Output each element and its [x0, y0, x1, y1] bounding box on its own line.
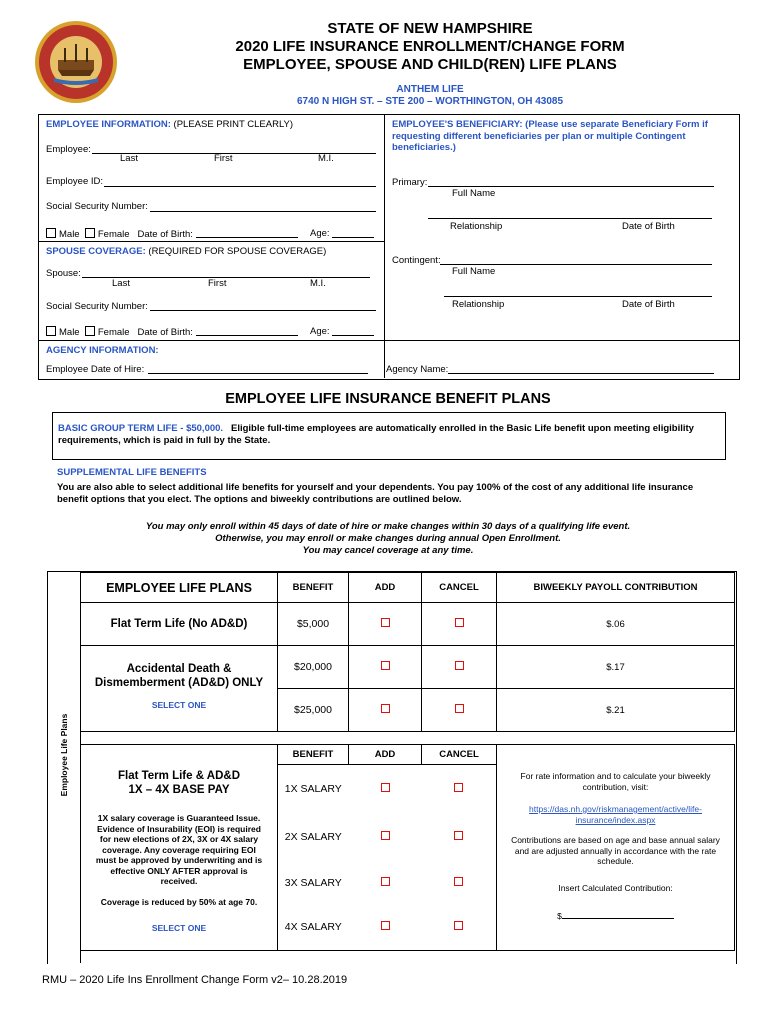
salary-reduction: Coverage is reduced by 50% at age 70. [100, 896, 258, 907]
flat-term-contribution: $.06 [497, 603, 735, 646]
contingent-name-field[interactable] [440, 264, 712, 265]
spouse-ssn-label: Social Security Number: [46, 301, 148, 312]
salary-4-cancel-cell [422, 905, 497, 951]
contingent-relationship: Relationship [452, 299, 505, 310]
flat-term-add-checkbox[interactable] [381, 618, 390, 627]
add-2-cancel-checkbox[interactable] [455, 704, 464, 713]
add-plan-cell: Accidental Death & Dismemberment (AD&D) ONLY SELECT ONE [81, 646, 278, 732]
salary-3-add-checkbox[interactable] [381, 877, 390, 886]
salary-3-add-cell [349, 861, 422, 905]
agency-section: AGENCY INFORMATION: [46, 345, 159, 356]
add-2-add-cell [349, 689, 422, 732]
contingent-full-name: Full Name [452, 266, 496, 277]
salary-2-add-cell [349, 813, 422, 861]
primary-label: Primary: [392, 177, 428, 188]
first-label: First [214, 153, 233, 164]
spouse-label: Spouse: [46, 268, 81, 279]
salary-table [80, 744, 735, 951]
agency-name-label: Agency Name: [386, 364, 449, 375]
salary-plan-cell: Flat Term Life & AD&D 1X – 4X BASE PAY 1X salary coverage is Guaranteed Issue. Evidence of Insurability (EOI) is required for new elections of 2X, 3X or 4X salary coverage. Any coverage requiring EOI must be approved by underwriting and is effective ONLY AFTER approval is received. Coverage is reduced by 50% at age 70. SELECT ONE [81, 745, 278, 951]
col-cancel: CANCEL [422, 573, 497, 603]
rate-info-cell: For rate information and to calculate your biweekly contribution, visit: https://das.nh.gov/riskmanagement/active/life-insurance/index.aspx Contributions are based on age and base annual salary and are adjusted annually in accordance with the rate schedule. Insert Calculated Contribution: $ [497, 745, 735, 951]
rate-link[interactable]: https://das.nh.gov/riskmanagement/active/life-insurance/index.aspx [529, 804, 702, 825]
add-select-one: SELECT ONE [151, 700, 207, 710]
add-benefit-2: $25,000 [278, 689, 349, 732]
add-1-add-checkbox[interactable] [381, 661, 390, 670]
salary-1-cancel-cell [422, 765, 497, 813]
salary-select-one: SELECT ONE [151, 922, 207, 933]
state-seal [34, 20, 118, 104]
contingent-relationship-field[interactable] [444, 296, 712, 297]
employee-section: EMPLOYEE INFORMATION: (PLEASE PRINT CLEARLY) [46, 119, 294, 130]
add-contribution-2: $.21 [497, 689, 735, 732]
benefits-title: EMPLOYEE LIFE INSURANCE BENEFIT PLANS [225, 391, 551, 407]
title-line-2: 2020 LIFE INSURANCE ENROLLMENT/CHANGE FORM [235, 38, 625, 55]
primary-relationship: Relationship [450, 221, 503, 232]
salary-row-3: 3X SALARY [278, 861, 349, 905]
spouse-female-checkbox[interactable] [85, 326, 95, 336]
side-label: Employee Life Plans [59, 713, 69, 797]
salary-2-add-checkbox[interactable] [381, 831, 390, 840]
salary-4-cancel-checkbox[interactable] [454, 921, 463, 930]
spouse-age-label: Age: [310, 326, 330, 337]
spouse-last-label: Last [112, 278, 130, 289]
salary-3-cancel-checkbox[interactable] [454, 877, 463, 886]
spouse-dob-field[interactable] [196, 335, 298, 336]
agency-name-field[interactable] [448, 373, 714, 374]
supplemental-text: You are also able to select additional life benefits for yourself and your dependents. You pay 100% of the cost of any additional life insurance benefit options that you elect. The options and biweekly contributions are outlined below. [57, 482, 694, 505]
dob-field[interactable] [196, 237, 298, 238]
employee-label: Employee: [46, 144, 91, 155]
beneficiary-section: EMPLOYEE'S BENEFICIARY: (Please use separate Beneficiary Form if requesting different beneficiaries per plan or multiple Contingent beneficiaries.) [392, 119, 708, 153]
enrollment-notice: You may only enroll within 45 days of date of hire or make changes within 30 days of a qualifying life event. Otherwise, you may enroll or make changes during annual Open Enrollment. You may cancel coverage at any time. [145, 521, 631, 556]
last-label: Last [120, 153, 138, 164]
flat-term-plan: Flat Term Life (No AD&D) [81, 603, 278, 646]
primary-relationship-field[interactable] [428, 218, 712, 219]
agency-divider [38, 340, 739, 341]
col-benefit-2: BENEFIT [278, 745, 349, 765]
salary-note: 1X salary coverage is Guaranteed Issue. Evidence of Insurability (EOI) is required for new elections of 2X, 3X or 4X salary coverage. Any coverage requiring EOI must be approved by underwriting and is effective ONLY AFTER approval is received. [95, 813, 263, 886]
ssn-label: Social Security Number: [46, 201, 148, 212]
primary-dob: Date of Birth [622, 221, 675, 232]
salary-1-cancel-checkbox[interactable] [454, 783, 463, 792]
info-divider [384, 114, 385, 378]
col-contribution: BIWEEKLY PAYOLL CONTRIBUTION [497, 573, 735, 603]
col-add: ADD [349, 573, 422, 603]
flat-term-benefit: $5,000 [278, 603, 349, 646]
add-1-add-cell [349, 646, 422, 689]
col-cancel-2: CANCEL [422, 745, 497, 765]
col-add-2: ADD [349, 745, 422, 765]
add-1-cancel-checkbox[interactable] [455, 661, 464, 670]
hire-date-label: Employee Date of Hire: [46, 364, 145, 375]
employee-id-label: Employee ID: [46, 176, 104, 187]
add-contribution-1: $.17 [497, 646, 735, 689]
employee-id-field[interactable] [104, 186, 376, 187]
col-benefit: BENEFIT [278, 573, 349, 603]
footer-text: RMU – 2020 Life Ins Enrollment Change Form v2– 10.28.2019 [42, 974, 348, 986]
add-1-cancel-cell [422, 646, 497, 689]
spouse-age-field[interactable] [332, 335, 374, 336]
salary-2-cancel-checkbox[interactable] [454, 831, 463, 840]
col-plans: EMPLOYEE LIFE PLANS [81, 573, 278, 603]
spouse-mi-label: M.I. [310, 278, 326, 289]
insurer-name: ANTHEM LIFE [396, 84, 464, 95]
spouse-gender-row: Male Female Date of Birth: [46, 326, 193, 338]
contingent-label: Contingent: [392, 255, 441, 266]
spouse-section: SPOUSE COVERAGE: (REQUIRED FOR SPOUSE COVERAGE) [46, 246, 327, 257]
age-field[interactable] [332, 237, 374, 238]
male-checkbox[interactable] [46, 228, 56, 238]
salary-1-add-checkbox[interactable] [381, 783, 390, 792]
spouse-first-label: First [208, 278, 227, 289]
add-2-add-checkbox[interactable] [381, 704, 390, 713]
age-label: Age: [310, 228, 330, 239]
flat-term-cancel-cell [422, 603, 497, 646]
basic-life-text: BASIC GROUP TERM LIFE - $50,000. Eligible full-time employees are automatically enrolled in the Basic Life benefit upon meeting eligibility requirements, which is paid in full by the State. [58, 423, 694, 446]
spouse-divider [38, 241, 385, 242]
salary-4-add-cell [349, 905, 422, 951]
salary-1-add-cell [349, 765, 422, 813]
primary-name-field[interactable] [428, 186, 714, 187]
add-2-cancel-cell [422, 689, 497, 732]
add-benefit-1: $20,000 [278, 646, 349, 689]
plans-table [80, 572, 735, 732]
title-line-3: EMPLOYEE, SPOUSE AND CHILD(REN) LIFE PLANS [243, 56, 617, 73]
supplemental-label: SUPPLEMENTAL LIFE BENEFITS [57, 467, 207, 478]
title-line-1: STATE OF NEW HAMPSHIRE [327, 20, 533, 37]
hire-date-field[interactable] [148, 373, 368, 374]
salary-3-cancel-cell [422, 861, 497, 905]
salary-row-2: 2X SALARY [278, 813, 349, 861]
female-checkbox[interactable] [85, 228, 95, 238]
calculated-contribution-field[interactable] [562, 918, 674, 919]
flat-term-add-cell [349, 603, 422, 646]
mi-label: M.I. [318, 153, 334, 164]
spouse-male-checkbox[interactable] [46, 326, 56, 336]
salary-row-1: 1X SALARY [278, 765, 349, 813]
primary-full-name: Full Name [452, 188, 496, 199]
ssn-field[interactable] [150, 211, 376, 212]
employee-gender-row: Male Female Date of Birth: [46, 228, 193, 240]
spouse-ssn-field[interactable] [150, 310, 376, 311]
salary-4-add-checkbox[interactable] [381, 921, 390, 930]
salary-row-4: 4X SALARY [278, 905, 349, 951]
contingent-dob: Date of Birth [622, 299, 675, 310]
salary-2-cancel-cell [422, 813, 497, 861]
flat-term-cancel-checkbox[interactable] [455, 618, 464, 627]
insurer-address: 6740 N HIGH ST. – STE 200 – WORTHINGTON, OH 43085 [296, 96, 563, 107]
